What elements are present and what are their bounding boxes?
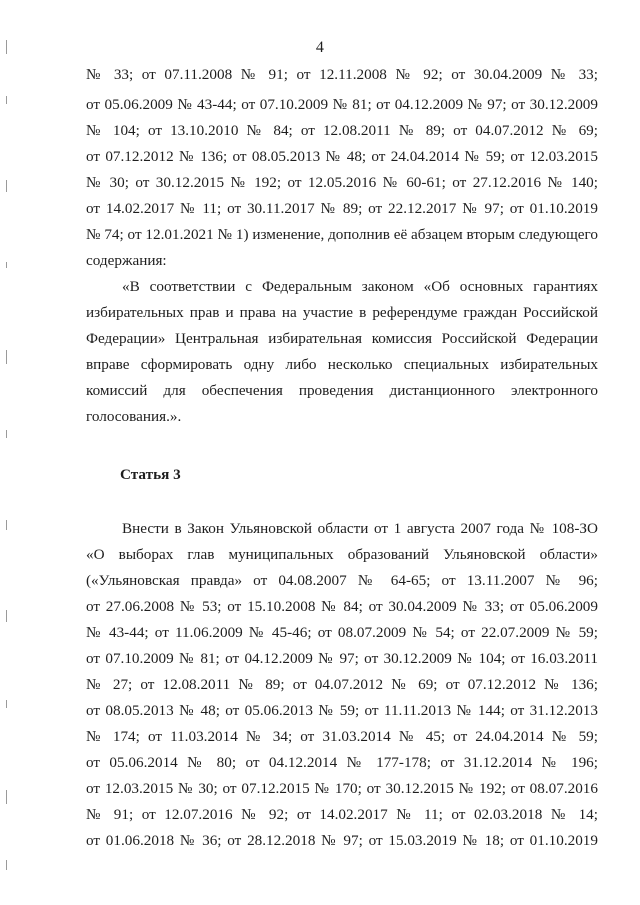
body-line: № 30; от 30.12.2015 № 192; от 12.05.2016 № 60-61; от 27.12.2016 № 140; bbox=[86, 174, 598, 191]
body-line: № 33; от 07.11.2008 № 91; от 12.11.2008 № 92; от 30.04.2009 № 33; bbox=[86, 66, 598, 83]
quote-line: Федерации» Центральная избирательная комиссия Российской Федерации bbox=[86, 330, 598, 347]
body-line: содержания: bbox=[86, 252, 167, 269]
article-line: № 27; от 12.08.2011 № 89; от 04.07.2012 № 69; от 07.12.2012 № 136; bbox=[86, 676, 598, 693]
article-heading: Статья 3 bbox=[120, 466, 181, 483]
article-line: от 27.06.2008 № 53; от 15.10.2008 № 84; от 30.04.2009 № 33; от 05.06.2009 bbox=[86, 598, 598, 615]
article-line: от 07.10.2009 № 81; от 04.12.2009 № 97; от 30.12.2009 № 104; от 16.03.2011 bbox=[86, 650, 598, 667]
article-line: «О выборах глав муниципальных образований Ульяновской области» bbox=[86, 546, 598, 563]
quote-line: вправе сформировать одну либо несколько специальных избирательных bbox=[86, 356, 598, 373]
quote-line: комиссий для обеспечения проведения дистанционного электронного bbox=[86, 382, 598, 399]
body-line: № 104; от 13.10.2010 № 84; от 12.08.2011 № 89; от 04.07.2012 № 69; bbox=[86, 122, 598, 139]
quote-line: избирательных прав и права на участие в референдуме граждан Российской bbox=[86, 304, 598, 321]
article-line: № 174; от 11.03.2014 № 34; от 31.03.2014 № 45; от 24.04.2014 № 59; bbox=[86, 728, 598, 745]
article-line: от 01.06.2018 № 36; от 28.12.2018 № 97; от 15.03.2019 № 18; от 01.10.2019 bbox=[86, 832, 598, 849]
body-line: от 14.02.2017 № 11; от 30.11.2017 № 89; от 22.12.2017 № 97; от 01.10.2019 bbox=[86, 200, 598, 217]
quote-line: голосования.». bbox=[86, 408, 182, 425]
page-number: 4 bbox=[315, 39, 325, 56]
quote-line: «В соответствии с Федеральным законом «Об основных гарантиях bbox=[122, 278, 598, 295]
article-line: от 05.06.2014 № 80; от 04.12.2014 № 177-178; от 31.12.2014 № 196; bbox=[86, 754, 598, 771]
article-line: № 91; от 12.07.2016 № 92; от 14.02.2017 № 11; от 02.03.2018 № 14; bbox=[86, 806, 598, 823]
body-line: от 07.12.2012 № 136; от 08.05.2013 № 48; от 24.04.2014 № 59; от 12.03.2015 bbox=[86, 148, 598, 165]
body-line: от 05.06.2009 № 43-44; от 07.10.2009 № 81; от 04.12.2009 № 97; от 30.12.2009 bbox=[86, 96, 598, 113]
article-line: («Ульяновская правда» от 04.08.2007 № 64-65; от 13.11.2007 № 96; bbox=[86, 572, 598, 589]
article-line: от 12.03.2015 № 30; от 07.12.2015 № 170; от 30.12.2015 № 192; от 08.07.2016 bbox=[86, 780, 598, 797]
article-line: Внести в Закон Ульяновской области от 1 августа 2007 года № 108-ЗО bbox=[122, 520, 598, 537]
article-line: № 43-44; от 11.06.2009 № 45-46; от 08.07.2009 № 54; от 22.07.2009 № 59; bbox=[86, 624, 598, 641]
body-line: № 74; от 12.01.2021 № 1) изменение, дополнив её абзацем вторым следующего bbox=[86, 226, 598, 243]
binder-edge-marks bbox=[4, 0, 10, 905]
article-line: от 08.05.2013 № 48; от 05.06.2013 № 59; от 11.11.2013 № 144; от 31.12.2013 bbox=[86, 702, 598, 719]
